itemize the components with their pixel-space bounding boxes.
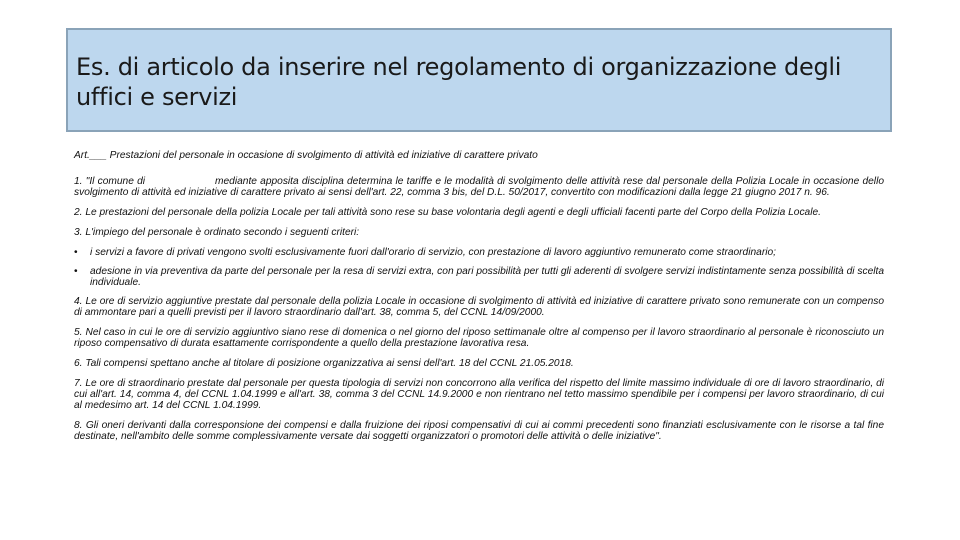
slide-title: Es. di articolo da inserire nel regolamento di organizzazione degli uffici e servizi <box>76 53 842 111</box>
paragraph-4: 4. Le ore di servizio aggiuntive prestate dal personale della polizia Locale in occasione di svolgimento di attività ed iniziative di carattere privato sono remunerate con un compenso di ammontare pari a quelli previsti per il lavoro straordinario dall'art. 38, comma 5, del CCNL 14/09/2000. <box>74 296 884 318</box>
list-item <box>74 266 884 288</box>
title-box <box>66 28 892 132</box>
article-heading: Art.___ Prestazioni del personale in occasione di svolgimento di attività ed iniziative di carattere privato <box>74 150 538 161</box>
article-body <box>74 150 884 451</box>
paragraph-5: 5. Nel caso in cui le ore di servizio aggiuntivo siano rese di domenica o nel giorno del riposo settimanale oltre al compenso per il lavoro straordinario al personale è riconosciuto un riposo compensativo di durata esattamente corrispondente a quello della prestazione lavorativa resa. <box>74 327 884 349</box>
paragraph-1-start: 1. "Il comune di <box>74 176 146 187</box>
list-item <box>74 247 884 258</box>
bullet-icon: • <box>74 247 78 258</box>
paragraph-1 <box>74 176 884 198</box>
bullet-text: adesione in via preventiva da parte del personale per la resa di servizi extra, con pari possibilità per tutti gli aderenti di svolgere servizi indistintamente senza possibilità di scelta individuale. <box>90 266 884 288</box>
paragraph-3: 3. L'impiego del personale è ordinato secondo i seguenti criteri: <box>74 227 360 238</box>
paragraph-6: 6. Tali compensi spettano anche al titolare di posizione organizzativa ai sensi dell'art. 18 del CCNL 21.05.2018. <box>74 358 574 369</box>
paragraph-8: 8. Gli oneri derivanti dalla corresponsione dei compensi e dalla fruizione dei riposi compensativi di cui ai commi precedenti sono finanziati esclusivamente con le risorse a tal fine destinate, nell'ambito delle somme complessivamente versate dai soggetti organizzatori o promotori delle attività o delle iniziative". <box>74 420 884 442</box>
paragraph-2: 2. Le prestazioni del personale della polizia Locale per tali attività sono rese su base volontaria degli agenti e degli ufficiali facenti parte del Corpo della Polizia Locale. <box>74 207 821 218</box>
bullet-icon: • <box>74 266 78 277</box>
paragraph-1-rest: mediante apposita disciplina determina le tariffe e le modalità di svolgimento delle attività rese dal personale della Polizia Locale in occasione dello svolgimento di attività ed iniziative di carattere privato ai sensi dell'art. 22, comma 3 bis, del D.L. 50/2017, convertito con modificazioni dalla legge 21 giugno 2017 n. 96. <box>74 176 884 198</box>
bullet-text: i servizi a favore di privati vengono svolti esclusivamente fuori dall'orario di servizio, con prestazione di lavoro aggiuntivo remunerato come straordinario; <box>90 247 776 258</box>
paragraph-7: 7. Le ore di straordinario prestate dal personale per questa tipologia di servizi non concorrono alla verifica del rispetto del limite massimo individuale di ore di lavoro straordinario, di cui all'art. 14, comma 4, del CCNL 1.04.1999 e all'art. 38, comma 3 del CCNL 14.9.2000 e non rientrano nel tetto massimo spendibile per i compensi per lavoro straordinario, di cui al medesimo art. 14 del CCNL 1.04.1999. <box>74 378 884 411</box>
